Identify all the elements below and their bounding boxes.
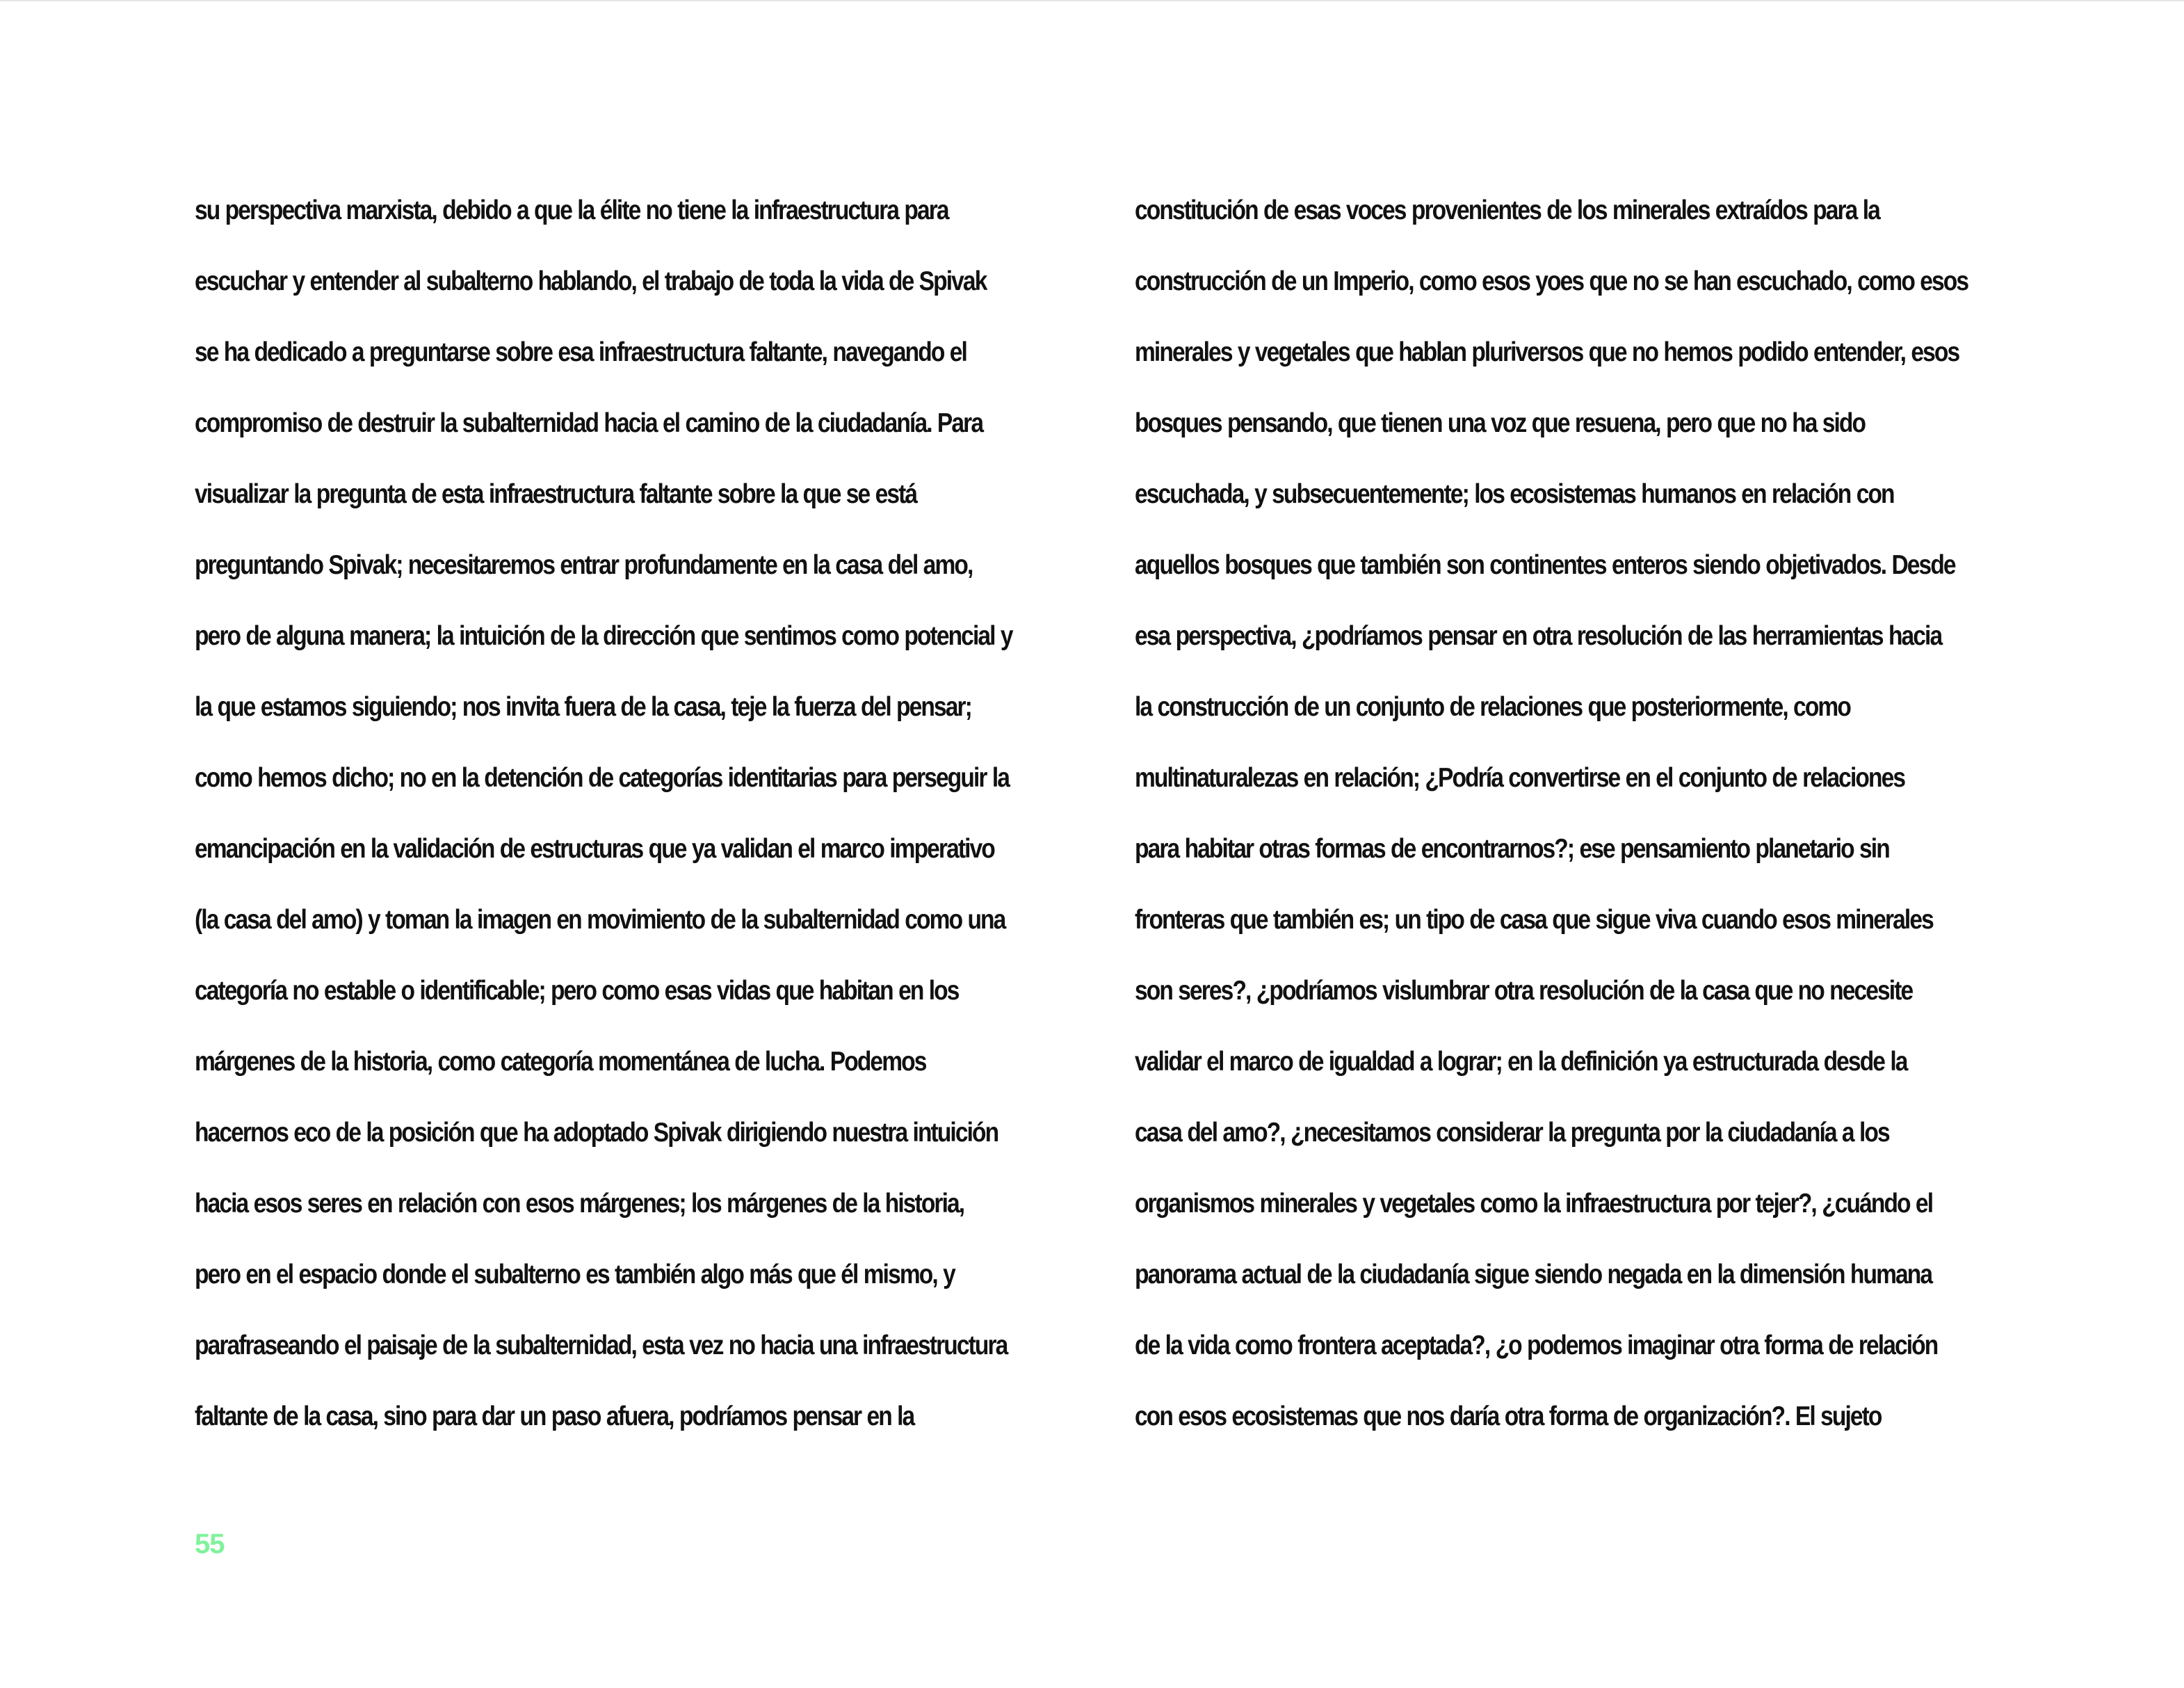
- text-line: hacernos eco de la posición que ha adoptado Spivak dirigiendo nuestra intuición: [195, 1118, 998, 1148]
- text-line: visualizar la pregunta de esta infraestructura faltante sobre la que se está: [195, 479, 917, 509]
- text-line: fronteras que también es; un tipo de casa que sigue viva cuando esos minerales: [1135, 905, 1933, 935]
- text-line: faltante de la casa, sino para dar un paso afuera, podríamos pensar en la: [195, 1401, 914, 1431]
- text-line: márgenes de la historia, como categoría momentánea de lucha. Podemos: [195, 1047, 926, 1077]
- text-line: emancipación en la validación de estructuras que ya validan el marco imperativo: [195, 834, 994, 864]
- text-line: pero en el espacio donde el subalterno es también algo más que él mismo, y: [195, 1260, 955, 1289]
- text-line: categoría no estable o identificable; pero como esas vidas que habitan en los: [195, 976, 959, 1006]
- text-line: preguntando Spivak; necesitaremos entrar profundamente en la casa del amo,: [195, 550, 973, 580]
- text-line: casa del amo?, ¿necesitamos considerar la pregunta por la ciudadanía a los: [1135, 1118, 1889, 1148]
- text-line: con esos ecosistemas que nos daría otra forma de organización?. El sujeto: [1135, 1401, 1882, 1431]
- text-line: (la casa del amo) y toman la imagen en movimiento de la subalternidad como una: [195, 905, 1005, 935]
- text-line: son seres?, ¿podríamos vislumbrar otra resolución de la casa que no necesite: [1135, 976, 1913, 1006]
- text-line: se ha dedicado a preguntarse sobre esa infraestructura faltante, navegando el: [195, 337, 966, 367]
- page-number: 55: [195, 1529, 225, 1559]
- text-line: parafraseando el paisaje de la subalternidad, esta vez no hacia una infraestructura: [195, 1331, 1008, 1360]
- text-line: de la vida como frontera aceptada?, ¿o podemos imaginar otra forma de relación: [1135, 1331, 1938, 1360]
- right-text-column: [1135, 188, 2039, 1465]
- text-line: bosques pensando, que tienen una voz que resuena, pero que no ha sido: [1135, 408, 1866, 438]
- text-line: hacia esos seres en relación con esos márgenes; los márgenes de la historia,: [195, 1189, 964, 1219]
- text-line: constitución de esas voces provenientes de los minerales extraídos para la: [1135, 195, 1879, 225]
- text-line: la que estamos siguiendo; nos invita fuera de la casa, teje la fuerza del pensar;: [195, 692, 971, 722]
- text-line: esa perspectiva, ¿podríamos pensar en otra resolución de las herramientas hacia: [1135, 621, 1942, 651]
- text-line: escuchar y entender al subalterno hablando, el trabajo de toda la vida de Spivak: [195, 266, 987, 296]
- text-line: compromiso de destruir la subalternidad hacia el camino de la ciudadanía. Para: [195, 408, 983, 438]
- top-border-line: [0, 0, 2184, 1]
- text-line: panorama actual de la ciudadanía sigue siendo negada en la dimensión humana: [1135, 1260, 1932, 1289]
- text-line: su perspectiva marxista, debido a que la élite no tiene la infraestructura para: [195, 195, 948, 225]
- text-line: organismos minerales y vegetales como la infraestructura por tejer?, ¿cuándo el: [1135, 1189, 1933, 1219]
- text-line: pero de alguna manera; la intuición de la dirección que sentimos como potencial y: [195, 621, 1012, 651]
- text-line: construcción de un Imperio, como esos yoes que no se han escuchado, como esos: [1135, 266, 1968, 296]
- text-line: multinaturalezas en relación; ¿Podría convertirse en el conjunto de relaciones: [1135, 763, 1905, 793]
- text-line: aquellos bosques que también son continentes enteros siendo objetivados. Desde: [1135, 550, 1955, 580]
- text-line: para habitar otras formas de encontrarnos?; ese pensamiento planetario sin: [1135, 834, 1889, 864]
- text-line: minerales y vegetales que hablan pluriversos que no hemos podido entender, esos: [1135, 337, 1959, 367]
- text-line: validar el marco de igualdad a lograr; en la definición ya estructurada desde la: [1135, 1047, 1907, 1077]
- text-line: la construcción de un conjunto de relaciones que posteriormente, como: [1135, 692, 1850, 722]
- left-text-column: [195, 188, 1099, 1465]
- text-line: escuchada, y subsecuentemente; los ecosistemas humanos en relación con: [1135, 479, 1894, 509]
- text-line: como hemos dicho; no en la detención de categorías identitarias para perseguir la: [195, 763, 1010, 793]
